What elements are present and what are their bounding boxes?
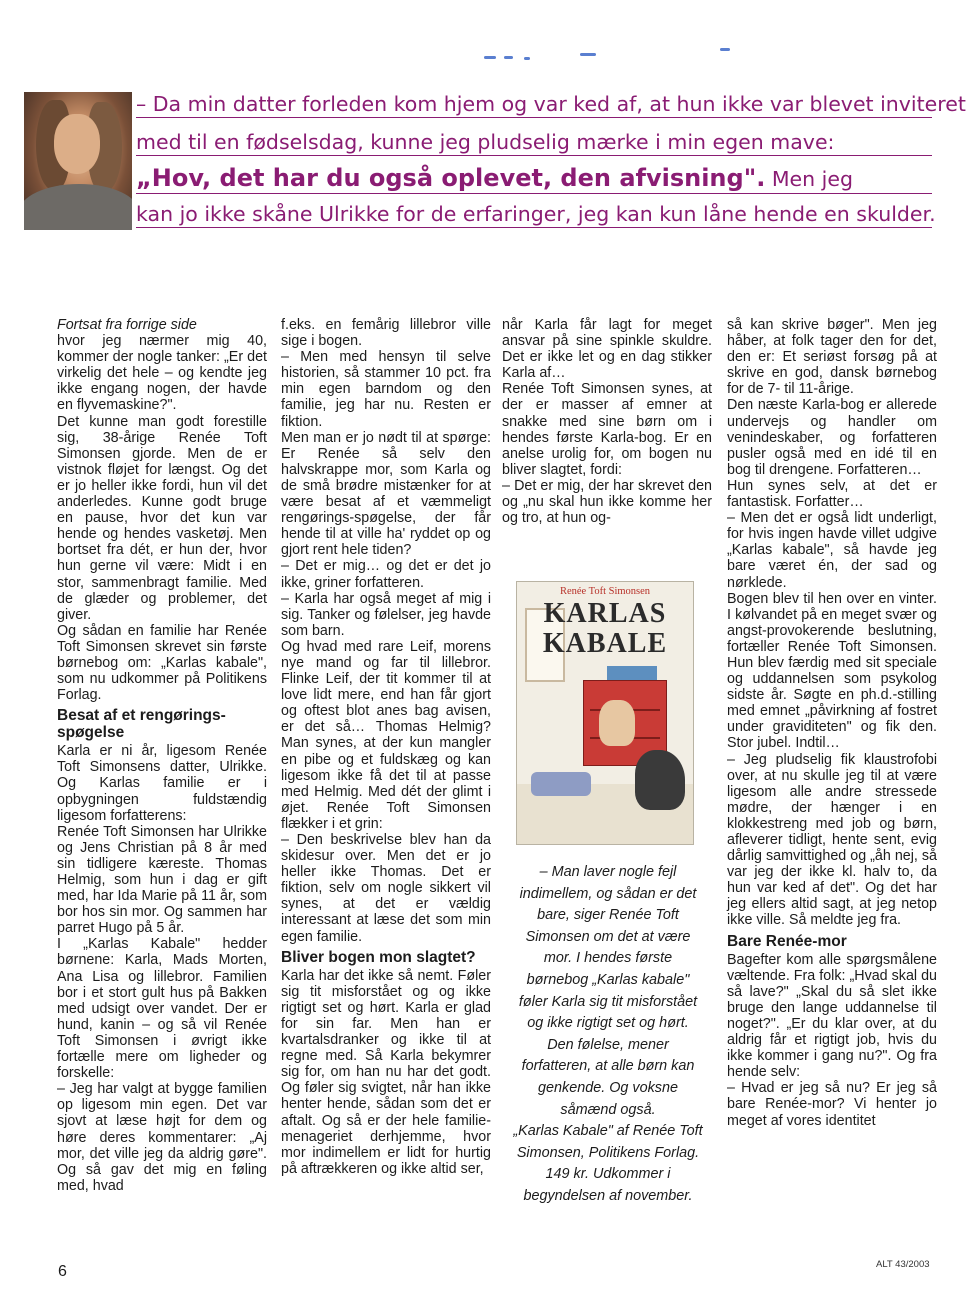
- paragraph: hvor jeg nærmer mig 40, kommer der nogle tanker: „Er det virkelig det hele – og kendte jeg ikke engang nogen, der havde en flyvemaskine?".: [57, 333, 267, 414]
- paragraph: – Hvad er jeg så nu? Er jeg så bare Renée-mor? Vi henter jo meget af vores identitet: [727, 1080, 937, 1129]
- paragraph: Renée Toft Simonsen har Ulrikke og Jens Christian på 8 år med sin tidligere kæreste. Thomas Helmig, som hun i dag er gift med, har Ida Marie på 11 år, som bor hos sin mor. Og sammen har parret Hugo på 5 år.: [57, 823, 267, 937]
- book-cover-title: KABALE: [542, 628, 668, 659]
- paragraph: Men man er jo nødt til at spørge: Er Renée så selv den halvskrappe mor, som Karla og de små brødre mistænker for at være besat af et væmmeligt rengørings-spøgelse, der får hende til at ville ha' ryddet op og gjort rent hele tiden?: [281, 429, 491, 559]
- paragraph: – Men det er også lidt underligt, for hvis ingen havde villet udgive „Karlas kabale", så havde jeg bare været én, der sad og nørklede.: [727, 510, 937, 591]
- book-cover-image: [516, 581, 694, 845]
- pull-quote-line: kan jo ikke skåne Ulrikke for de erfaringer, jeg kan kun låne hende en skulder.: [136, 202, 936, 226]
- paragraph: Og hvad med rare Leif, morens nye mand og far til lillebror. Flinke Leif, der tit kommer til at love lidt mere, end han får gjort og oftest blot anes bag avisen, er det så… Thomas Helmig? Man synes, at der kun mangler en pibe og et fuldskæg og kan ligesom ikke få det til at passe med Helmig. Med dét der glimt i øjet. Renée Toft Simonsen flækker i et grin:: [281, 638, 491, 832]
- paragraph: Bogen blev til hen over en vinter. I kølvandet på en meget svær og angst-provokerende beslutning, fortæller Renée Toft Simonsen. Hun blev færdig med sit speciale og uddannelsen som psykolog sidste år. Søgte en ph.d.-stilling med emnet „påvirkning af fostret under graviditeten" og fik den. Stor jubel. Indtil…: [727, 590, 937, 752]
- paragraph: Karla har det ikke så nemt. Føler sig tit misforstået og og ikke rigtigt set og hørt. Karla er glad for sin far. Men han er kvartalsdranker og ikke til at regne med. Så Karla bekymrer sig for, om han nu har det godt. Og føler sig svigtet, når han ikke henter hende, sådan som det er aftalt. Og så er der hele familie-menageriet derhjemme, hvor mor indimellem er lidt for hurtig på aftrækkeren og ikke altid ser,: [281, 967, 491, 1177]
- issue-label: ALT 43/2003: [876, 1259, 930, 1270]
- pull-quote-text: Men jeg: [765, 167, 853, 191]
- paragraph: Den næste Karla-bog er allerede undervejs og handler om venindeskaber, og forfatteren pusler også med en idé til en bog til drengene. Forfatteren…: [727, 397, 937, 478]
- subheading: Bliver bogen mon slagtet?: [281, 948, 476, 966]
- paragraph: Og sådan en familie har Renée Toft Simonsen skrevet sin første børnebog om: „Karlas kabale", som nu udkommer på Politikens Forlag.: [57, 622, 267, 704]
- pull-quote-line: med til en fødselsdag, kunne jeg pludselig mærke i min egen mave:: [136, 130, 932, 154]
- paragraph: så kan skrive bøger". Men jeg håber, at folk tager den for det, den er: Et seriøst forsøg på at skrive en god, dansk børnebog for de 7- til 11-årige.: [727, 317, 937, 398]
- paragraph: – Det er mig… og det er det jo ikke, griner forfatteren.: [281, 558, 491, 591]
- page-number: 6: [58, 1263, 67, 1280]
- subheading: Besat af et rengøringsspøgelse: [57, 707, 226, 742]
- paragraph: Bagefter kom alle spørgsmålene væltende. Fra folk: „Hvad skal du så lave?" „Skal du så slet ikke bruge den lange uddannelse til noget?". „Er du klar over, at du aldrig får et rigtigt job, hvis du ikke kommer i gang nu?". Og fra hende selv:: [727, 951, 937, 1081]
- caption-paragraph: „Karlas Kabale" af Renée Toft Simonsen, Politikens Forlag. 149 kr. Udkommer i begyndelsen af november.: [513, 1123, 703, 1204]
- paragraph: – Den beskrivelse blev han da skidesur over. Men det er jo heller ikke Thomas. Det er fiktion, selv om nogle sikkert vil synes, at det er vældig interessant at læse det som min egen familie.: [281, 832, 491, 945]
- book-cover-author: Renée Toft Simonsen: [559, 586, 651, 597]
- article-column-1: [57, 317, 267, 1194]
- paragraph: I „Karlas Kabale" hedder børnene: Karla, Mads Morten, Ana Lisa og lillebror. Familien bor i et stort gult hus på Bakken med udsigt over vandet. Der er hund, kanin – og så vil Renée Toft Simonsen i øvrigt ikke fortælle mere om ligheder og forskelle:: [57, 936, 267, 1082]
- book-cover-title: KARLAS: [543, 598, 667, 629]
- paragraph: – Karla har også meget af mig i sig. Tanker og følelser, jeg havde som barn.: [281, 590, 491, 639]
- pull-quote-line: [136, 164, 932, 192]
- decorative-dashes: [480, 44, 750, 64]
- paragraph: f.eks. en femårig lillebror ville sige i bogen.: [281, 317, 491, 350]
- author-portrait-photo: [24, 92, 132, 230]
- paragraph: når Karla får lagt for meget ansvar på sine spinkle skuldre. Det er ikke let og en dag stikker Karla af…: [502, 317, 712, 382]
- paragraph: – Det er mig, der har skrevet den og „nu skal hun ikke komme her og tro, at hun og-: [502, 477, 712, 527]
- caption-paragraph: Den følelse, mener forfatteren, at alle børn kan genkende. Og voksne såmænd også.: [521, 1036, 695, 1118]
- continued-note: Fortsat fra forrige side: [57, 317, 197, 333]
- pull-quote-line: – Da min datter forleden kom hjem og var ked af, at hun ikke var blevet inviteret: [136, 92, 966, 116]
- paragraph: Renée Toft Simonsen synes, at der er masser af emner at snakke med sine børn om i hendes første Karla-bog. Er en anelse urolig for, om bogen nu bliver slagtet, fordi:: [502, 381, 712, 478]
- subheading: Bare Renée-mor: [727, 932, 847, 950]
- paragraph: Det kunne man godt forestille sig, 38-årige Renée Toft Simonsen gjorde. Men de er vistnok fløjet for længst. Og det er jo heller ikke fordi, hun vil det anderledes. Kunne godt bruge en pause, hvor det kun var hende og hendes vasketøj. Men bortset fra dét, er hun der, hvor hun gerne vil være: Midt i en stor, sammenbragt familie. Med de glæder og problemer, det giver.: [57, 413, 267, 623]
- paragraph: Hun synes selv, at det er fantastisk. Forfatter…: [727, 477, 937, 511]
- article-column-2: [281, 317, 491, 1177]
- paragraph: – Jeg pludselig fik klaustrofobi over, at nu skulle jeg til at være ligesom alle andre stressede mødre, der hænger i en klokkestreng med job og børn, afleverer tidligt, hente sent, evig dårlig samvittighed og „åh nej, så var jeg der ikke kl. halv to, da hun var ked af det". Og det har jeg ellers altid sagt, at jeg netop ikke ville. Så meldte jeg fra.: [727, 751, 937, 929]
- paragraph: – Men med hensyn til selve historien, så stammer 10 pct. fra min egen barndom og den familie, jeg har nu. Resten er fiktion.: [281, 349, 491, 430]
- paragraph: – Jeg har valgt at bygge familien op ligesom min egen. Det var sjovt at læse højt for dem og høre deres kommentarer: „Aj mor, det ville jeg da aldrig gøre". Og så gav det mig en føling med, hvad: [57, 1081, 267, 1194]
- article-column-3: [502, 317, 712, 526]
- image-caption: [512, 862, 704, 1208]
- paragraph: Karla er ni år, ligesom Renée Toft Simonsens datter, Ulrikke. Og Karlas familie er i opbygningen fuldstændig ligesom forfatterens:: [57, 743, 267, 824]
- article-column-4: [727, 317, 937, 1129]
- caption-paragraph: – Man laver nogle fejl indimellem, og sådan er det bare, siger Renée Toft Simonsen om det at være mor. I hendes første børnebog „Karlas kabale" føler Karla sig tit misforstået og ikke rigtigt set og hørt.: [518, 864, 698, 1032]
- pull-quote-emphasis: „Hov, det har du også oplevet, den afvisning".: [136, 164, 766, 192]
